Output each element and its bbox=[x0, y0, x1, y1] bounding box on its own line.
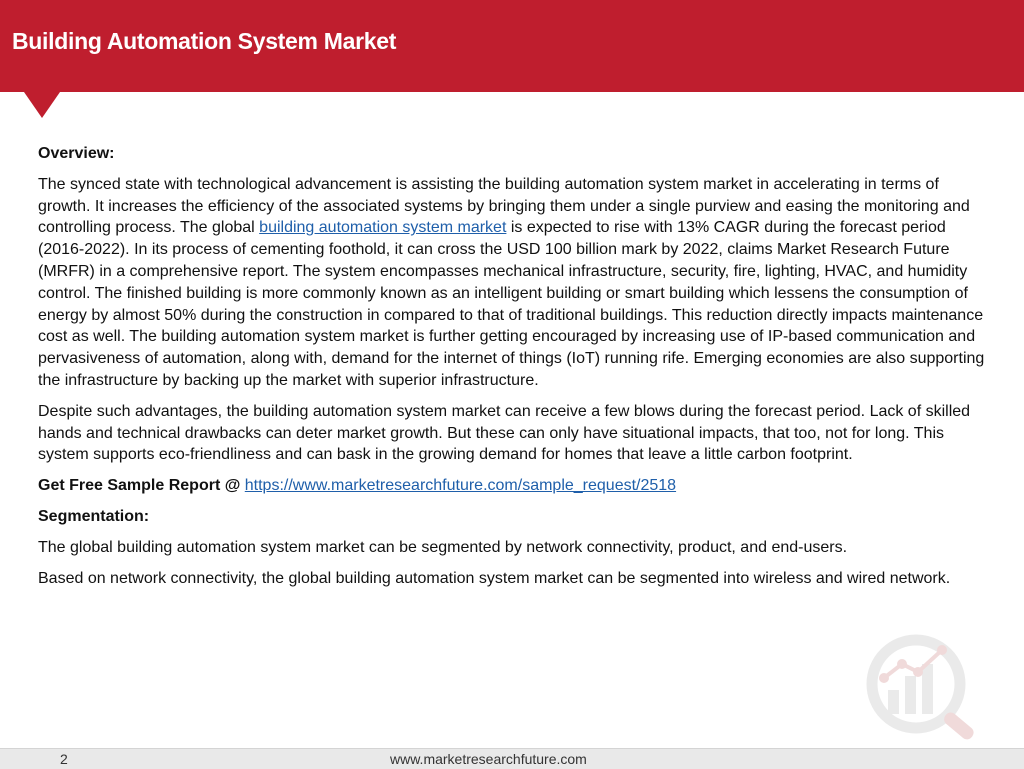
main-content bbox=[38, 143, 988, 598]
mrfr-logo-icon bbox=[858, 628, 998, 740]
header-banner bbox=[0, 0, 1024, 92]
segmentation-heading: Segmentation: bbox=[38, 507, 150, 525]
market-link[interactable]: building automation system market bbox=[259, 219, 507, 237]
page-title: Building Automation System Market bbox=[12, 28, 397, 54]
overview-text-start: The synced state with technological advancement is assisting the building automation system market in accelerating in terms of growth. It increases the efficiency of the associated systems by bringing them under a single purview and easing the monitoring and controlling process. The global bbox=[38, 175, 970, 237]
footer-bar bbox=[0, 748, 1024, 769]
footer-url: www.marketresearchfuture.com bbox=[390, 751, 587, 767]
sample-report-line bbox=[38, 475, 988, 497]
segmentation-paragraph: The global building automation system market can be segmented by network connectivity, product, and end-users. bbox=[38, 538, 848, 556]
sample-report-label: Get Free Sample Report @ bbox=[38, 477, 245, 495]
sample-report-link[interactable]: https://www.marketresearchfuture.com/sample_request/2518 bbox=[244, 477, 677, 495]
header-pointer-shape bbox=[24, 92, 60, 118]
overview-paragraph bbox=[38, 174, 988, 392]
network-paragraph: Based on network connectivity, the global building automation system market can be segmented into wireless and wired network. bbox=[38, 569, 951, 587]
advantages-paragraph: Despite such advantages, the building automation system market can receive a few blows during the forecast period. Lack of skilled hands and technical drawbacks can deter market growth. But these can only have situational impacts, that too, not for long. This system supports eco-friendliness and can bask in the growing demand for homes that leave a little carbon footprint. bbox=[38, 402, 971, 464]
page-number: 2 bbox=[60, 751, 68, 767]
overview-text-end: is expected to rise with 13% CAGR during the forecast period (2016-2022). In its process of cementing foothold, it can cross the USD 100 billion mark by 2022, claims Market Research Future (MRFR) in a comprehensive report. The system encompasses mechanical infrastructure, security, fire, lighting, HVAC, and humidity control. The finished building is more commonly known as an intelligent building or smart building which lessens the consumption of energy by almost 50% during the construction in compared to that of traditional buildings. This reduction directly impacts maintenance cost as well. The building automation system market is further getting encouraged by increasing use of IP-based communication and pervasiveness of automation, along with, demand for the internet of things (IoT) running rife. Emerging economies are also supporting the infrastructure by backing up the market with superior infrastructure. bbox=[38, 219, 985, 389]
overview-heading: Overview: bbox=[38, 145, 115, 162]
